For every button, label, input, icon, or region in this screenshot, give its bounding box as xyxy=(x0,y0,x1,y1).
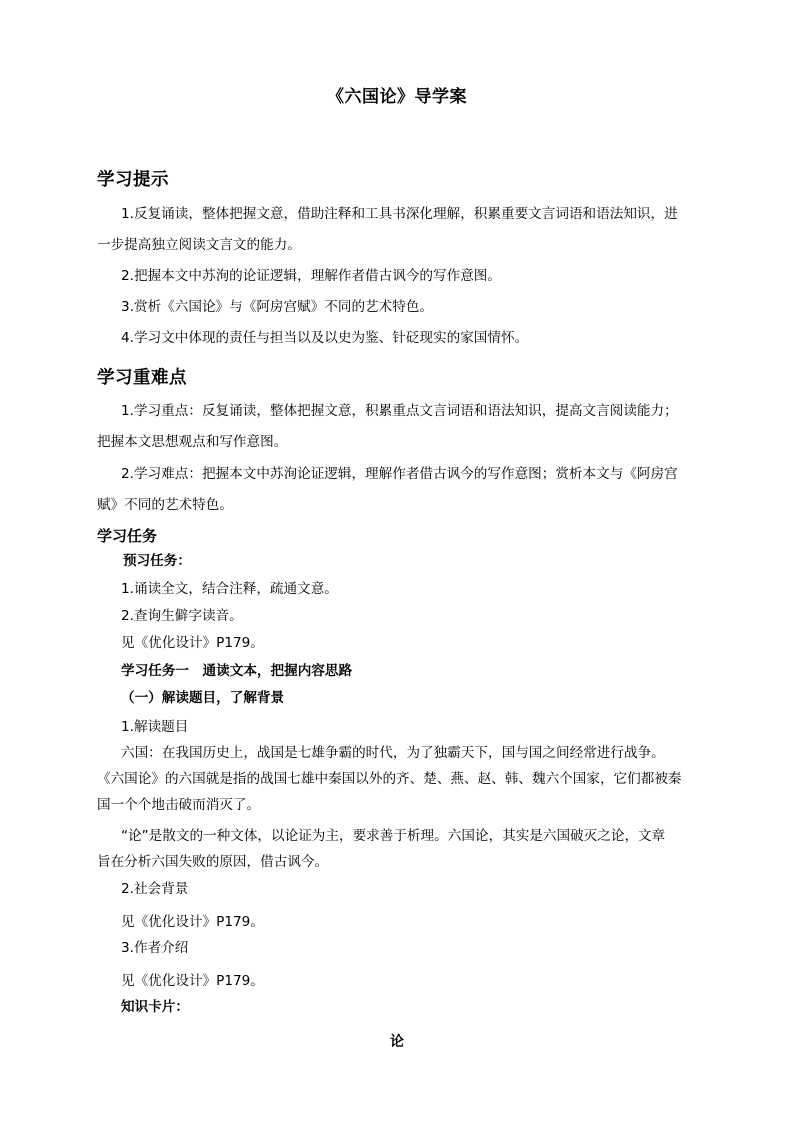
task1-sub1-heading: （一）解读题目，了解背景 xyxy=(121,690,285,706)
tip-item-1: 1.反复诵读，整体把握文意，借助注释和工具书深化理解，积累重要文言词语和语法知识，进 xyxy=(121,206,678,222)
paragraph-lun-2: 旨在分析六国失败的原因，借古讽今。 xyxy=(97,854,329,870)
section-heading-tips: 学习提示 xyxy=(97,170,169,190)
paragraph-six-states-3: 国一个个地击破而消灭了。 xyxy=(97,797,261,813)
tip-item-3: 3.赏析《六国论》与《阿房宫赋》不同的艺术特色。 xyxy=(121,299,434,315)
preview-heading: 预习任务： xyxy=(123,553,191,569)
item-author-intro: 3.作者介绍 xyxy=(121,940,189,956)
paragraph-lun-1: “论”是散文的一种文体，以论证为主，要求善于析理。六国论，其实是六国破灭之论，文章 xyxy=(121,828,666,844)
section-heading-key-points: 学习重难点 xyxy=(97,368,187,388)
tip-item-1-cont: 一步提高独立阅读文言文的能力。 xyxy=(97,237,301,253)
author-reference: 见《优化设计》P179。 xyxy=(121,973,264,989)
preview-reference: 见《优化设计》P179。 xyxy=(121,635,264,651)
item-title-interpretation: 1.解读题目 xyxy=(121,719,189,735)
section-heading-tasks: 学习任务 xyxy=(97,527,158,545)
preview-item-2: 2.查询生僻字读音。 xyxy=(121,608,243,624)
preview-item-1: 1.诵读全文，结合注释，疏通文意。 xyxy=(121,581,338,597)
paragraph-six-states-2: 《六国论》的六国就是指的战国七雄中秦国以外的齐、楚、燕、赵、韩、魏六个国家，它们都被秦 xyxy=(97,771,682,787)
page-title: 《六国论》导学案 xyxy=(327,87,467,107)
task1-heading: 学习任务一 通读文本，把握内容思路 xyxy=(121,663,353,679)
key-point-1-cont: 把握本文思想观点和写作意图。 xyxy=(97,434,288,450)
paragraph-six-states-1: 六国：在我国历史上，战国是七雄争霸的时代，为了独霸天下，国与国之间经常进行战争。 xyxy=(121,745,665,761)
knowledge-card-label: 知识卡片： xyxy=(121,999,189,1015)
tip-item-2: 2.把握本文中苏洵的论证逻辑，理解作者借古讽今的写作意图。 xyxy=(121,268,501,284)
tip-item-4: 4.学习文中体现的责任与担当以及以史为鉴、针砭现实的家国情怀。 xyxy=(121,330,529,346)
background-reference: 见《优化设计》P179。 xyxy=(121,914,264,930)
item-social-background: 2.社会背景 xyxy=(121,881,189,897)
key-point-2-cont: 赋》不同的艺术特色。 xyxy=(97,497,233,513)
key-point-2: 2.学习难点：把握本文中苏洵论证逻辑，理解作者借古讽今的写作意图；赏析本文与《阿房宫 xyxy=(121,466,678,482)
key-point-1: 1.学习重点：反复诵读，整体把握文意，积累重点文言词语和语法知识，提高文言阅读能力； xyxy=(121,403,678,419)
footer-character: 论 xyxy=(390,1034,404,1050)
